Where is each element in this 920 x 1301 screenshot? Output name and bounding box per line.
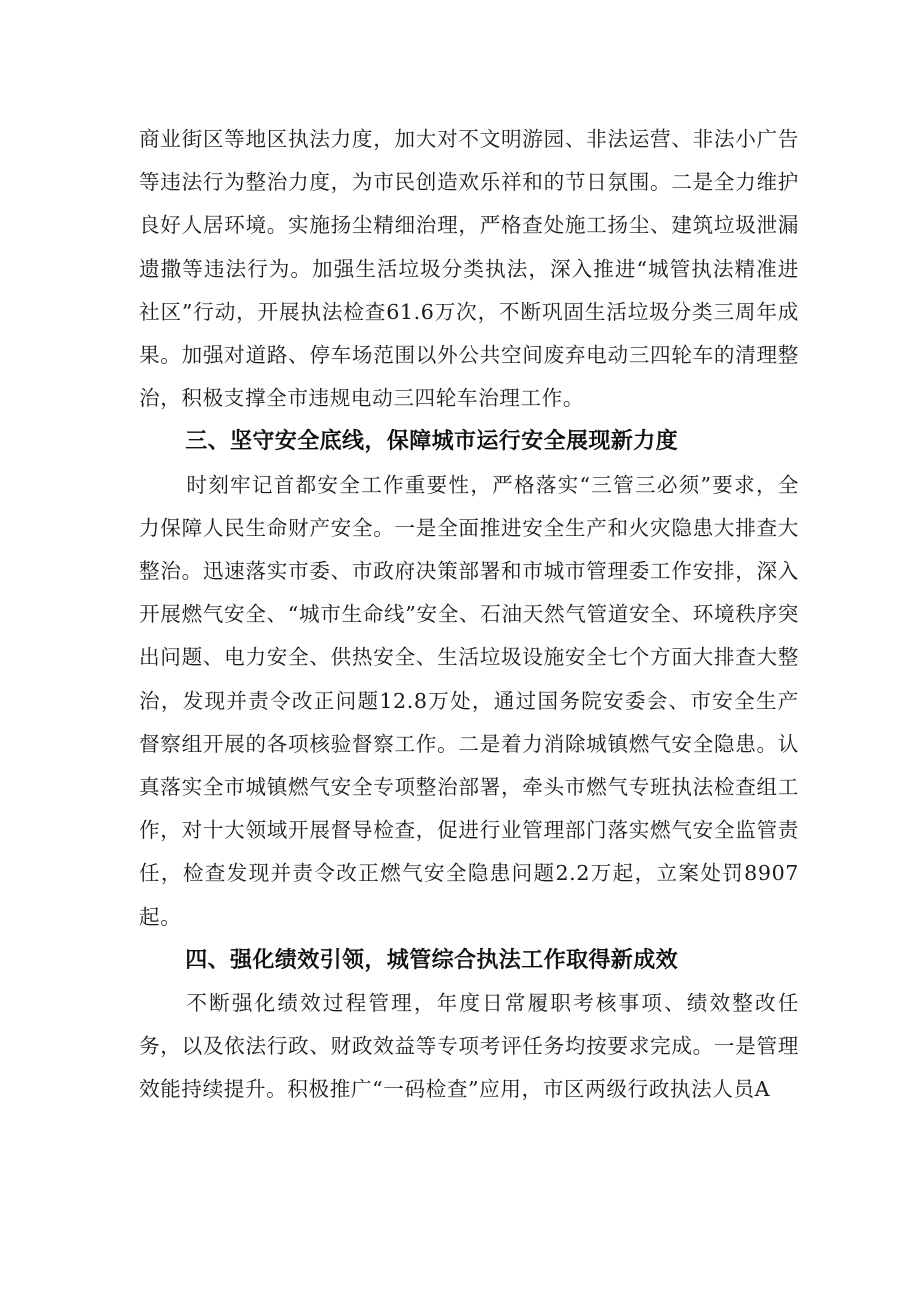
document-body xyxy=(139,118,799,1112)
paragraph-safety: 时刻牢记首都安全工作重要性，严格落实“三管三必须”要求，全力保障人民生命财产安全。一是全面推进安全生产和火灾隐患大排查大整治。迅速落实市委、市政府决策部署和市城市管理委工作安排，深入开展燃气安全、“城市生命线”安全、石油天然气管道安全、环境秩序突出问题、电力安全、供热安全、生活垃圾设施安全七个方面大排查大整治，发现并责令改正问题12.8万处，通过国务院安委会、市安全生产督察组开展的各项核验督察工作。二是着力消除城镇燃气安全隐患。认真落实全市城镇燃气安全专项整治部署，牵头市燃气专班执法检查组工作，对十大领域开展督导检查，促进行业管理部门落实燃气安全监管责任，检查发现并责令改正燃气安全隐患问题2.2万起，立案处罚8907起。 xyxy=(139,472,799,929)
paragraph-law-enforcement-continued: 商业街区等地区执法力度，加大对不文明游园、非法运营、非法小广告等违法行为整治力度，为市民创造欢乐祥和的节日氛围。二是全力维护良好人居环境。实施扬尘精细治理，严格查处施工扬尘、建筑垃圾泄漏遗撒等违法行为。加强生活垃圾分类执法，深入推进“城管执法精准进社区”行动，开展执法检查61.6万次，不断巩固生活垃圾分类三周年成果。加强对道路、停车场范围以外公共空间废弃电动三四轮车的清理整治，积极支撑全市违规电动三四轮车治理工作。 xyxy=(139,127,799,411)
paragraph-performance: 不断强化绩效过程管理，年度日常履职考核事项、绩效整改任务，以及依法行政、财政效益等专项考评任务均按要求完成。一是管理效能持续提升。积极推广“一码检查”应用，市区两级行政执法人员A xyxy=(139,991,799,1102)
section-heading-three: 三、坚守安全底线，保障城市运行安全展现新力度 xyxy=(185,429,678,455)
section-heading-four: 四、强化绩效引领，城管综合执法工作取得新成效 xyxy=(185,947,678,973)
